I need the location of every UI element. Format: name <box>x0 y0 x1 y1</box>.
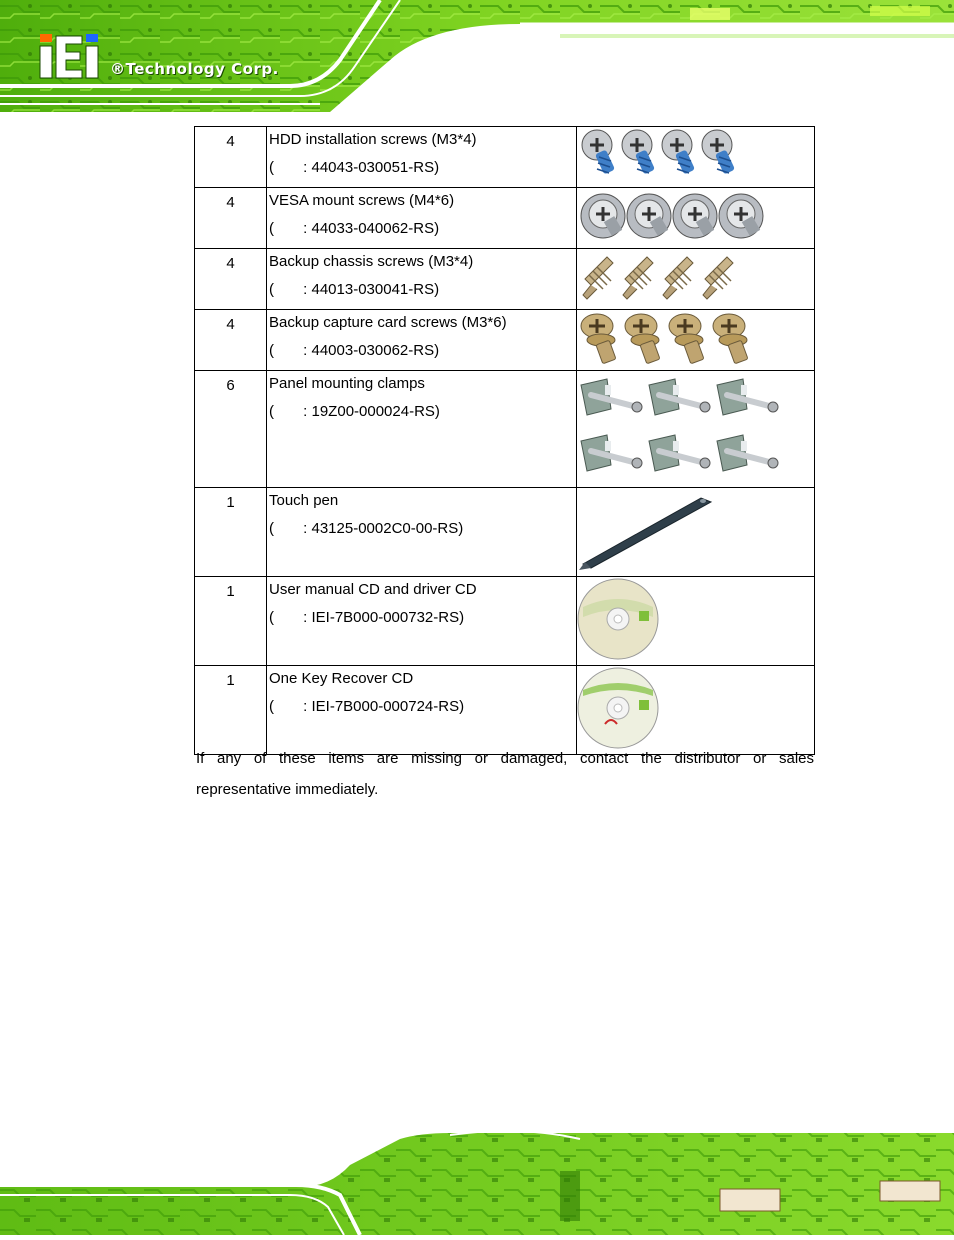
table-row <box>195 371 815 488</box>
item-part-number: ( : 43125-0002C0-00-RS) <box>269 520 464 537</box>
item-name: User manual CD and driver CD <box>269 581 477 598</box>
item-name: VESA mount screws (M4*6) <box>269 192 455 209</box>
item-image-cell <box>577 188 815 249</box>
company-logo <box>38 30 288 82</box>
item-description <box>267 188 577 249</box>
table-row <box>195 188 815 249</box>
item-quantity: 4 <box>195 127 267 188</box>
washer-screw-icon <box>577 188 814 244</box>
item-name: Backup capture card screws (M3*6) <box>269 314 507 331</box>
item-quantity: 6 <box>195 371 267 488</box>
iei-logo-icon <box>38 30 108 80</box>
item-quantity: 4 <box>195 310 267 371</box>
item-quantity: 4 <box>195 188 267 249</box>
note-line-2: representative immediately. <box>196 781 379 798</box>
item-description <box>267 577 577 666</box>
circuit-board-footer-graphic <box>0 1125 954 1235</box>
blue-screw-icon <box>577 127 814 183</box>
item-name: Panel mounting clamps <box>269 375 425 392</box>
cd-icon <box>577 666 814 750</box>
header-banner <box>0 0 954 112</box>
item-part-number: ( : 19Z00-000024-RS) <box>269 403 440 420</box>
table-row <box>195 666 815 755</box>
table-row <box>195 488 815 577</box>
item-image-cell <box>577 577 815 666</box>
item-description <box>267 371 577 488</box>
item-description <box>267 488 577 577</box>
company-tagline: ®Technology Corp. <box>110 60 279 78</box>
item-part-number: ( : 44043-030051-RS) <box>269 159 440 176</box>
package-contents-table <box>194 126 815 755</box>
item-description <box>267 127 577 188</box>
item-quantity: 1 <box>195 577 267 666</box>
item-image-cell <box>577 488 815 577</box>
item-description <box>267 249 577 310</box>
table-row <box>195 127 815 188</box>
item-image-cell <box>577 666 815 755</box>
footer-banner <box>0 1125 954 1235</box>
item-part-number: ( : 44003-030062-RS) <box>269 342 440 359</box>
mounting-clamp-icon <box>577 371 814 483</box>
item-part-number: ( : IEI-7B000-000724-RS) <box>269 698 465 715</box>
table-row <box>195 577 815 666</box>
item-name: One Key Recover CD <box>269 670 414 687</box>
table-row <box>195 249 815 310</box>
note-line-1: If any of these items are missing or damaged, contact the distributor or sales <box>196 750 814 767</box>
item-image-cell <box>577 371 815 488</box>
item-image-cell <box>577 310 815 371</box>
item-quantity: 4 <box>195 249 267 310</box>
item-name: Backup chassis screws (M3*4) <box>269 253 474 270</box>
item-part-number: ( : 44033-040062-RS) <box>269 220 440 237</box>
item-quantity: 1 <box>195 488 267 577</box>
missing-items-note <box>196 743 814 805</box>
item-description <box>267 666 577 755</box>
item-part-number: ( : 44013-030041-RS) <box>269 281 440 298</box>
item-name: Touch pen <box>269 492 339 509</box>
lock-washer-screw-icon <box>577 310 814 366</box>
item-quantity: 1 <box>195 666 267 755</box>
item-description <box>267 310 577 371</box>
item-image-cell <box>577 127 815 188</box>
cd-icon <box>577 577 814 661</box>
item-name: HDD installation screws (M3*4) <box>269 131 477 148</box>
item-part-number: ( : IEI-7B000-000732-RS) <box>269 609 465 626</box>
flat-screw-icon <box>577 249 814 305</box>
stylus-icon <box>577 488 814 572</box>
table-row <box>195 310 815 371</box>
item-image-cell <box>577 249 815 310</box>
